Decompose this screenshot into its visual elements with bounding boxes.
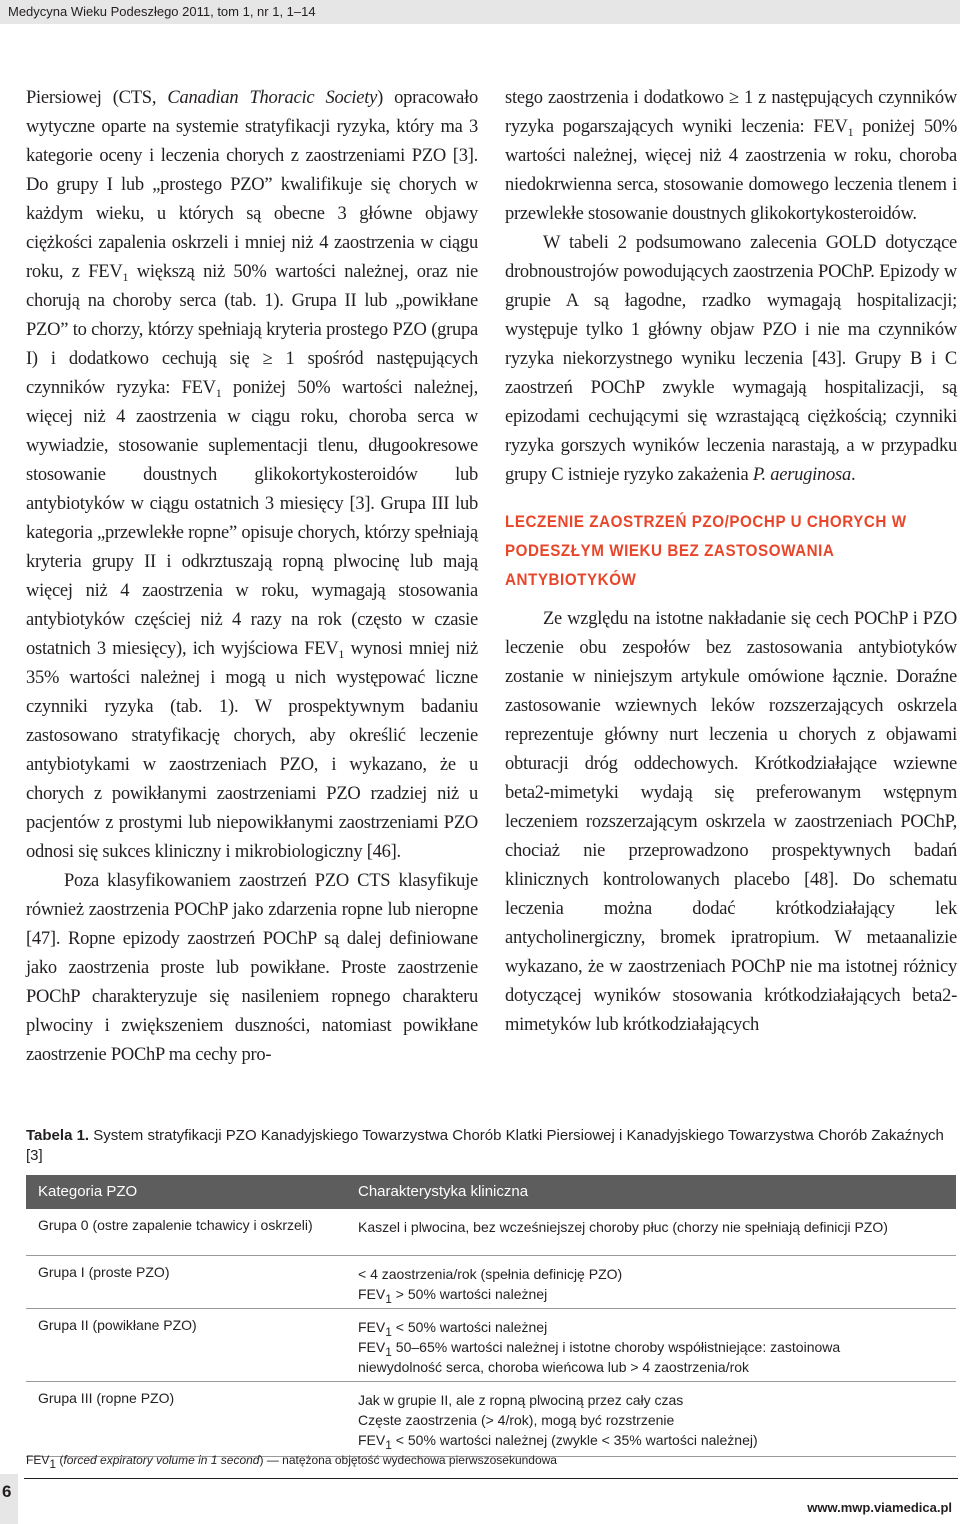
right-column [505, 84, 957, 1040]
text-run: wynosi mniej niż 35% wartości należnej i mogą u nich występować liczne czynniki ryzyka (tab. 1). W prospektywnym badaniu zastosowano stratyfikację chorych, aby określić leczenie antybiotykami w zaostrzeniach PZO, i wykazano, że u chorych z powikłanymi zaostrzeniami PZO rzadziej niż u pacjentów z prostymi lub niepowikłanymi zaostrzeniami PZO odnosi się sukces kliniczny i mikrobiologiczny [46]. [26, 639, 478, 862]
cell-line: $FEV_1 < 50\%$ wartości należnej [358, 1319, 548, 1339]
page-number [0, 1474, 18, 1524]
table-row [26, 1309, 956, 1382]
cell-line: Kaszel i plwocina, bez wcześniejszej choroby płuc (chorzy nie spełniają definicji PZO) [358, 1219, 888, 1235]
characteristics-cell [358, 1264, 948, 1304]
text-run: W tabeli 2 podsumowano zalecenia GOLD dotyczące drobnoustrojów powodujących zaostrzenia POChP. Epizody w grupie A są łagodne, rzadko wymagają hospitalizacji; występuje tylko 1 główny objaw PZO i nie ma czynników ryzyka niekorzystnego wyniku leczenia [43]. Grupy B i C zaostrzeń POChP zwykle wymagają hospitalizacji, są epizodami cechującymi się wzrastającą ciężkością; czynniki ryzyka gorszych wyników leczenia narastają, a w przypadku grupy C istnieje ryzyko zakażenia [505, 233, 957, 485]
cell-line: $FEV_1 < 50\%$ wartości należnej (zwykle < 35% wartości należnej) [358, 1432, 758, 1452]
cell-line: Jak w grupie II, ale z ropną plwociną przez cały czas [358, 1392, 684, 1408]
paragraph: Poza klasyfikowaniem zaostrzeń PZO CTS klasyfikuje również zaostrzenia POChP jako zdarzenia ropne lub nieropne [47]. Ropne epizody zaostrzeń POChP są dalej definiowane jako zaostrzenia proste lub powikłane. Proste zaostrzenie POChP charakteryzuje się nasileniem ropnego charakteru plwociny i zwiększeniem duszności, natomiast powikłane zaostrzenie POChP ma cechy pro- [26, 871, 478, 1065]
subscript: 1 [122, 270, 129, 284]
journal-citation: Medycyna Wieku Podeszłego 2011, tom 1, nr 1, 1–14 [8, 4, 316, 19]
text-run: stego zaostrzenia i dodatkowo ≥ 1 z następujących czynników ryzyka pogarszających wyniki leczenia: FEV [505, 88, 957, 137]
text-run: poniżej 50% wartości należnej, więcej niż 4 zaostrzenia w ciągu roku, choroba serca w wywiadzie, stosowanie suplementacji tlenu, długookresowe stosowanie doustnych glikokortykosteroidów lub antybiotyków w ciągu ostatnich 3 miesięcy [3]. Grupa III lub kategoria „przewlekłe ropne” opisuje chorych, którzy spełniają kryteria grupy II i odkrztuszają ropną plwocinę lub mają więcej niż 4 zaostrzenia w roku, wymagają stosowania antybiotyków częściej niż 4 razy na rok (często w czasie ostatnich 3 miesięcy), ich wyjściowa FEV [26, 378, 478, 659]
paragraph [505, 229, 957, 490]
website-link[interactable]: www.mwp.viamedica.pl [807, 1500, 952, 1515]
table-row [26, 1256, 956, 1309]
subscript: 1 [338, 647, 345, 661]
text-run: większą niż 50% wartości należnej, oraz nie chorują na choroby serca (tab. 1). Grupa II lub „powikłane PZO” to chorzy, którzy spełniają kryteria prostego PZO (grupa I) i dodatkowo cechują się ≥ 1 spośród następujących czynników ryzyka: FEV [26, 262, 478, 398]
table-row [26, 1382, 956, 1457]
page-number-text: 6 [2, 1482, 12, 1501]
characteristics-cell [358, 1317, 948, 1377]
text-run: poniżej 50% wartości należnej, więcej niż 4 zaostrzenia w roku, choroba niedokrwienna serca, stosowanie domowego leczenia tlenem i przewlekłe stosowanie doustnych glikokortykosteroidów. [505, 117, 957, 224]
table-caption [26, 1126, 956, 1166]
header-cell-category: Kategoria PZO [38, 1183, 138, 1200]
caption-text: System stratyfikacji PZO Kanadyjskiego Towarzystwa Chorób Klatki Piersiowej i Kanadyjskiego Towarzystwa Chorób Zakaźnych [3] [26, 1127, 944, 1164]
running-head [0, 0, 960, 24]
cell-line: < 4 zaostrzenia/rok (spełnia definicję PZO) [358, 1266, 623, 1282]
bottom-rule [24, 1478, 958, 1479]
italic-text: Canadian Thoracic Society [167, 88, 378, 108]
subscript: 1 [215, 386, 222, 400]
cell-line: Częste zaostrzenia (> 4/rok), mogą być rozstrzenie [358, 1412, 675, 1428]
cell-line: niewydolność serca, choroba wieńcowa lub > 4 zaostrzenia/rok [358, 1359, 750, 1375]
cell-line: $FEV_1$ 50–65% wartości należnej i istotne choroby współistniejące: zastoinowa [358, 1339, 841, 1359]
header-cell-characteristics: Charakterystyka kliniczna [358, 1183, 529, 1200]
paragraph: Ze względu na istotne nakładanie się cech POChP i PZO leczenie obu zespołów bez zastosowania antybiotyków zostanie w niniejszym artykule omówione łącznie. Doraźne zastosowanie wziewnych leków rozszerzających oskrzela reprezentuje główny nurt leczenia u chorych z objawami obturacji dróg oddechowych. Krótkodziałające wziewne beta2-mimetyki wydają się preferowanym wstępnym leczeniem rozszerzającym oskrzela w zaostrzeniach POChP, chociaż nie przeprowadzono prospektywnych badań klinicznych kontrolowanych placebo [48]. Do schematu leczenia można dodać krótkodziałający lek antycholinergiczny, bromek ipratropium. W metaanalizie wykazano, że w zaostrzeniach POChP nie ma istotnej różnicy dotyczącej wyników stosowania krótkodziałających beta2-mimetyków lub krótkodziałających [505, 609, 957, 1035]
cell-line: $FEV_1 > 50\%$ wartości należnej [358, 1286, 548, 1306]
stratification-table [26, 1175, 956, 1457]
left-column [26, 84, 478, 1070]
category-cell: Grupa I (proste PZO) [38, 1264, 170, 1280]
table-footnote: $FEV_1$ (forced expiratory volume in 1 second) — natężona objętość wydechowa pierwszosekundowa [26, 1453, 557, 1471]
section-heading: LECZENIE ZAOSTRZEŃ PZO/POCHP U CHORYCH W PODESZŁYM WIEKU BEZ ZASTOSOWANIA ANTYBIOTYKÓW [505, 513, 907, 589]
category-cell: Grupa II (powikłane PZO) [38, 1317, 197, 1333]
caption-label: Tabela 1. [26, 1127, 90, 1144]
paragraph [26, 84, 478, 867]
subscript: 1 [847, 125, 854, 139]
paragraph [505, 84, 957, 229]
characteristics-cell [358, 1390, 948, 1450]
category-cell: Grupa 0 (ostre zapalenie tchawicy i oskrzeli) [38, 1217, 313, 1233]
text-run: ) opracowało wytyczne oparte na systemie stratyfikacji ryzyka, który ma 3 kategorie oceny i leczenia chorych z zaostrzeniami PZO [3]. Do grupy I lub „prostego PZO” kwalifikuje się chorych w każdym wieku, u których są obecne 3 główne objawy ciężkości zapalenia oskrzeli i mniej niż 4 zaostrzenia w ciągu roku, z FEV [26, 88, 478, 282]
characteristics-cell [358, 1217, 948, 1237]
italic-text: P. aeruginosa [752, 465, 852, 485]
text-run: . [851, 465, 856, 485]
text-run: Piersiowej (CTS, [26, 88, 168, 108]
table-header [26, 1175, 956, 1209]
category-cell: Grupa III (ropne PZO) [38, 1390, 175, 1406]
table-row [26, 1209, 956, 1256]
